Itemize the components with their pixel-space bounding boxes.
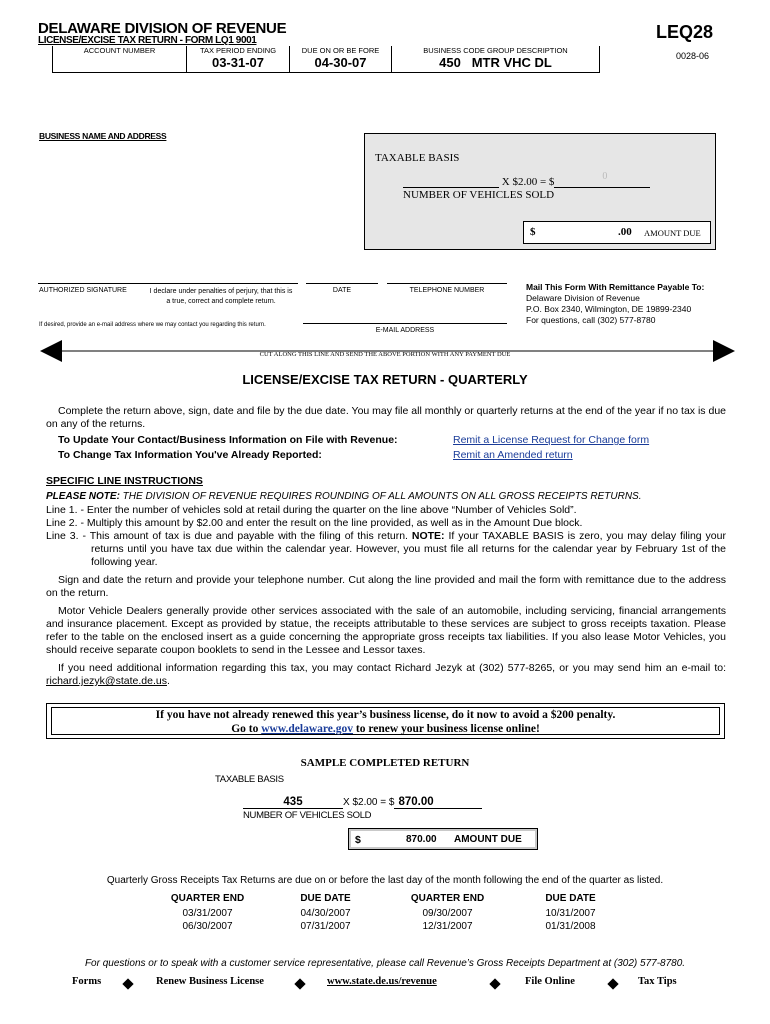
quarter-col-3	[385, 892, 510, 933]
vehicles-sold-label: NUMBER OF VEHICLES SOLD	[403, 189, 555, 201]
sample-amount-box	[348, 828, 538, 850]
date-label: DATE	[332, 287, 352, 294]
instructions-title: LICENSE/EXCISE TAX RETURN - QUARTERLY	[242, 372, 528, 387]
quarter-cell: 10/31/2007	[545, 908, 596, 919]
contact-email-link[interactable]: richard.jezyk@state.de.us	[46, 675, 167, 687]
delaware-gov-link[interactable]: www.delaware.gov	[261, 723, 354, 735]
quarter-cell: 07/31/2007	[300, 921, 351, 932]
quarter-cell: 06/30/2007	[182, 921, 233, 932]
quarter-cell: 04/30/2007	[300, 908, 351, 919]
update-label: To Update Your Contact/Business Information on File with Revenue:	[58, 434, 398, 446]
business-code-number: 450	[439, 55, 461, 70]
quarter-cell: 03/31/2007	[182, 908, 233, 919]
due-date-value: 04-30-07	[314, 55, 367, 70]
line-2-instruction	[46, 517, 726, 530]
line-3-instruction	[46, 530, 726, 569]
contact-end: .	[166, 675, 170, 687]
form-number: 0028-06	[676, 51, 710, 61]
diamond-icon	[122, 978, 133, 989]
quarter-header-3: QUARTER END	[410, 893, 485, 904]
line-3-text-b: If your TAXABLE BASIS is zero, you may delay filing your returns until you have tax due within the calendar year. However, you must file all returns for the calendar year by February 1st of the following year.	[91, 530, 726, 568]
declaration-text	[141, 287, 301, 307]
file-online-link[interactable]: File Online	[525, 976, 575, 987]
revenue-site-link[interactable]: www.state.de.us/revenue	[327, 976, 437, 987]
line-2-text: Multiply this amount by $2.00 and enter the result on the line provided, as well as in the Amount Due block.	[86, 517, 583, 529]
amount-due-label: AMOUNT DUE	[644, 228, 701, 238]
sample-calc-row	[243, 796, 482, 809]
quarter-col-1	[145, 892, 270, 933]
quarter-col-2	[263, 892, 388, 933]
quarter-header-2: DUE DATE	[300, 893, 351, 904]
tax-period-value: 03-31-07	[211, 55, 265, 70]
mail-line-2: P.O. Box 2340, Wilmington, DE 19899-2340	[526, 304, 692, 314]
amount-due-box[interactable]	[523, 221, 711, 244]
intro-paragraph: Complete the return above, sign, date and file by the due date. You may file all monthly or quarterly returns at the end of the year if no tax is due on any of the returns.	[46, 405, 726, 430]
form-title: LICENSE/EXCISE TAX RETURN - FORM LQ1 9001	[38, 35, 257, 46]
footer-questions: For questions or to speak with a customer service representative, please call Revenue’s Gross Receipts Department at (302) 577-8780.	[84, 958, 686, 969]
due-date-label: DUE ON OR BE FORE	[301, 46, 380, 55]
signature-line[interactable]	[38, 283, 298, 284]
mail-line-1: Delaware Division of Revenue	[526, 293, 640, 303]
taxable-basis-box	[364, 133, 716, 250]
computed-tax-input[interactable]	[554, 171, 650, 188]
quarter-header-1: QUARTER END	[170, 893, 245, 904]
line-2-prefix: Line 2. -	[46, 517, 84, 529]
telephone-label: TELEPHONE NUMBER	[409, 287, 485, 294]
contact-text: If you need additional information regarding this tax, you may contact Richard Jezyk at (302) 577-8265, or you may send him an e-mail to:	[58, 662, 726, 674]
line-1-prefix: Line 1. -	[46, 504, 84, 516]
contact-paragraph	[46, 662, 726, 688]
agency-title: DELAWARE DIVISION OF REVENUE	[38, 20, 287, 37]
quarterly-note: Quarterly Gross Receipts Tax Returns are due on or before the last day of the month following the end of the quarter as listed.	[106, 875, 664, 886]
motor-vehicle-paragraph: Motor Vehicle Dealers generally provide other services associated with the sale of an automobile, including servicing, financial arrangements and insurance placement. Except as provided by statue, the receipts attributable to these services are subject to gross receipts taxation. Please refer to the table on the enclosed insert as a guide concerning the appropriate gross receipts tax liabilities. If you also lease Motor Vehicles, you should receive separate coupon booklets to send in the Lessee and Lessor taxes.	[46, 605, 726, 656]
vehicles-input-row	[403, 171, 650, 188]
sample-amount-due-label: AMOUNT DUE	[454, 834, 522, 845]
diamond-icon	[489, 978, 500, 989]
email-label: E-MAIL ADDRESS	[375, 327, 435, 334]
sample-taxable-basis: TAXABLE BASIS	[215, 774, 284, 785]
sample-vehicles-value: 435	[243, 796, 343, 809]
license-change-link[interactable]: Remit a License Request for Change form	[453, 434, 650, 446]
email-note: If desired, provide an e-mail address where we may contact you regarding this return.	[39, 322, 266, 328]
vehicles-sold-input[interactable]	[403, 176, 499, 188]
authorized-signature-label: AUTHORIZED SIGNATURE	[39, 287, 127, 294]
sample-amount-inner	[351, 831, 535, 847]
declaration-line-1: I declare under penalties of perjury, that this is	[149, 288, 293, 295]
penalty-line-2	[52, 722, 719, 736]
amended-return-link[interactable]: Remit an Amended return	[453, 449, 573, 461]
business-name-label: BUSINESS NAME AND ADDRESS	[39, 131, 167, 141]
sample-dollar: $	[355, 834, 361, 846]
penalty-go-to: Go to	[231, 723, 262, 735]
line-3-text-a: This amount of tax is due and payable with the filing of this return.	[89, 530, 412, 542]
diamond-icon	[607, 978, 618, 989]
line-1-text: Enter the number of vehicles sold at retail during the quarter on the line above “Number of Vehicles Sold”.	[86, 504, 577, 516]
diamond-icon	[294, 978, 305, 989]
date-line[interactable]	[306, 283, 378, 284]
quarter-cell: 01/31/2008	[545, 921, 596, 932]
amount-due-value: .00	[618, 226, 632, 238]
header-info-box	[52, 46, 600, 73]
sample-title: SAMPLE COMPLETED RETURN	[300, 757, 470, 769]
mail-to-block	[526, 282, 704, 326]
declaration-line-2: a true, correct and complete return.	[166, 298, 276, 305]
quarter-cell: 12/31/2007	[422, 921, 473, 932]
tax-period-cell	[187, 46, 290, 72]
multiplier-text: X $2.00 = $	[501, 176, 555, 188]
account-number-cell	[53, 46, 187, 72]
sample-vehicles-label: NUMBER OF VEHICLES SOLD	[243, 810, 372, 821]
penalty-line-2-end: to renew your business license online!	[353, 723, 540, 735]
account-number-label: ACCOUNT NUMBER	[83, 46, 156, 55]
computed-tax-value: 0	[602, 171, 608, 182]
please-note-label: PLEASE NOTE:	[46, 491, 120, 502]
sample-computed-value: 870.00	[394, 796, 482, 809]
tax-tips-link[interactable]: Tax Tips	[638, 976, 677, 987]
amount-dollar-sign: $	[530, 226, 536, 238]
business-code-label: BUSINESS CODE GROUP DESCRIPTION	[423, 46, 568, 55]
business-code-desc: MTR VHC DL	[471, 55, 552, 70]
sample-amount-value: 870.00	[406, 834, 437, 845]
business-code-cell	[392, 46, 599, 72]
line-3-prefix: Line 3. -	[46, 530, 86, 542]
form-code: LEQ28	[656, 22, 714, 42]
telephone-line[interactable]	[387, 283, 507, 284]
sign-paragraph: Sign and date the return and provide your telephone number. Cut along the line provided and mail the form with remittance due to the address on the return.	[46, 574, 726, 599]
line-3-note: NOTE:	[411, 530, 445, 542]
quarter-header-4: DUE DATE	[545, 893, 596, 904]
tax-period-label: TAX PERIOD ENDING	[199, 46, 277, 55]
please-note-text: THE DIVISION OF REVENUE REQUIRES ROUNDING OF ALL AMOUNTS ON ALL GROSS RECEIPTS RETURNS.	[119, 491, 642, 502]
renew-license-link[interactable]: Renew Business License	[156, 976, 264, 987]
please-note	[46, 491, 641, 502]
line-1-instruction	[46, 504, 726, 517]
mail-line-3: For questions, call (302) 577-8780	[526, 315, 656, 325]
quarter-col-4	[508, 892, 633, 933]
mail-heading: Mail This Form With Remittance Payable To:	[526, 282, 705, 292]
forms-link[interactable]: Forms	[72, 976, 102, 987]
taxable-basis-label: TAXABLE BASIS	[375, 152, 460, 164]
sample-multiplier: X $2.00 = $	[343, 797, 395, 808]
email-line[interactable]	[303, 323, 507, 324]
specific-instructions-heading: SPECIFIC LINE INSTRUCTIONS	[46, 475, 203, 487]
penalty-line-1: If you have not already renewed this year’s business license, do it now to avoid a $200 penalty.	[155, 709, 616, 721]
due-date-cell	[290, 46, 392, 72]
penalty-box-inner	[51, 707, 720, 735]
business-code-value	[392, 55, 599, 70]
cut-line-text: CUT ALONG THIS LINE AND SEND THE ABOVE PORTION WITH ANY PAYMENT DUE	[259, 351, 511, 358]
penalty-box	[46, 703, 725, 739]
quarter-cell: 09/30/2007	[422, 908, 473, 919]
change-label: To Change Tax Information You've Already Reported:	[58, 449, 322, 461]
